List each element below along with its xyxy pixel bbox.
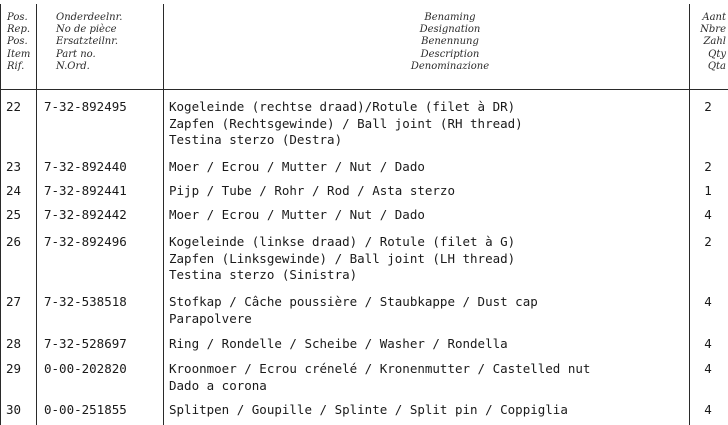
- row-part-number: 7-32-892442: [44, 207, 127, 222]
- row-quantity: 2: [704, 234, 712, 249]
- row-position: 26: [6, 234, 22, 249]
- row-position: 23: [6, 159, 22, 174]
- row-quantity: 4: [704, 207, 712, 222]
- row-part-number: 7-32-528697: [44, 336, 127, 351]
- row-description: Ring / Rondelle / Scheibe / Washer / Rondella: [169, 336, 508, 351]
- header-divider: [0, 89, 728, 90]
- row-part-number: 0-00-251855: [44, 402, 127, 417]
- row-position: 28: [6, 336, 22, 351]
- row-quantity: 2: [704, 159, 712, 174]
- row-description: Moer / Ecrou / Mutter / Nut / Dado: [169, 159, 425, 174]
- row-description: Stofkap / Câche poussière / Staubkappe / Dust cap Parapolvere: [169, 294, 538, 326]
- row-part-number: 7-32-892440: [44, 159, 127, 174]
- row-part-number: 7-32-892496: [44, 234, 127, 249]
- row-quantity: 4: [704, 294, 712, 309]
- row-position: 30: [6, 402, 22, 417]
- column-divider: [36, 4, 37, 425]
- row-quantity: 1: [704, 183, 712, 198]
- row-part-number: 7-32-538518: [44, 294, 127, 309]
- row-part-number: 7-32-892495: [44, 99, 127, 114]
- header-position: Pos. Rep. Pos. Item Rif.: [7, 12, 31, 72]
- header-quantity: Aant Nbre Zahl Qty Qta: [700, 12, 726, 72]
- row-position: 25: [6, 207, 22, 222]
- row-position: 22: [6, 99, 22, 114]
- row-quantity: 2: [704, 99, 712, 114]
- row-part-number: 7-32-892441: [44, 183, 127, 198]
- row-part-number: 0-00-202820: [44, 361, 127, 376]
- header-part-number: Onderdeelnr. No de pièce Ersatzteilnr. Part no. N.Ord.: [56, 12, 123, 72]
- column-divider: [689, 4, 690, 425]
- row-position: 27: [6, 294, 22, 309]
- row-description: Kroonmoer / Ecrou crénelé / Kronenmutter / Castelled nut Dado a corona: [169, 361, 591, 393]
- table-left-border: [0, 4, 1, 425]
- row-description: Kogeleinde (rechtse draad)/Rotule (filet à DR) Zapfen (Rechtsgewinde) / Ball joint (RH thread) Testina sterzo (Destra): [169, 99, 523, 147]
- row-quantity: 4: [704, 361, 712, 376]
- row-description: Kogeleinde (linkse draad) / Rotule (filet à G) Zapfen (Linksgewinde) / Ball joint (LH thread) Testina sterzo (Sinistra): [169, 234, 516, 282]
- row-quantity: 4: [704, 402, 712, 417]
- row-description: Pijp / Tube / Rohr / Rod / Asta sterzo: [169, 183, 455, 198]
- header-description: Benaming Designation Benennung Description Denominazione: [410, 12, 490, 72]
- row-position: 24: [6, 183, 22, 198]
- row-position: 29: [6, 361, 22, 376]
- row-description: Splitpen / Goupille / Splinte / Split pin / Coppiglia: [169, 402, 568, 417]
- row-quantity: 4: [704, 336, 712, 351]
- row-description: Moer / Ecrou / Mutter / Nut / Dado: [169, 207, 425, 222]
